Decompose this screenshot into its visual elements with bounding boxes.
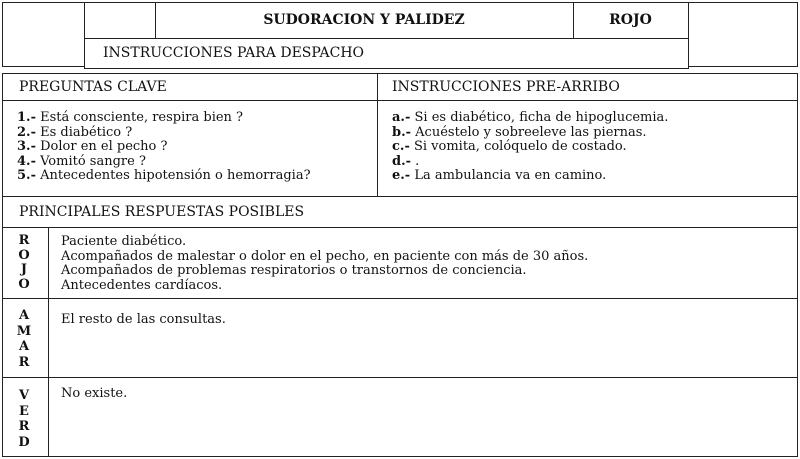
item-number: 5.- — [17, 168, 36, 183]
item-number: 2.- — [17, 124, 36, 140]
verd-vertical-label — [7, 388, 41, 450]
header-cell-small — [84, 2, 156, 39]
label-letter: M — [16, 323, 32, 339]
header-blank-right — [688, 2, 798, 67]
response-line: Antecedentes cardíacos. — [61, 277, 223, 293]
list-item — [392, 126, 668, 141]
response-line: No existe. — [61, 386, 128, 401]
item-text: Dolor en el pecho ? — [40, 139, 168, 154]
preguntas-heading-cell — [2, 73, 378, 101]
item-number: d.- — [392, 153, 412, 169]
item-text: Está consciente, respira bien ? — [40, 110, 244, 125]
list-item — [17, 126, 311, 141]
verd-content-cell — [48, 377, 798, 457]
respuestas-heading-cell — [2, 196, 798, 228]
verd-lines — [61, 387, 127, 402]
label-letter: E — [19, 403, 29, 419]
label-letter: R — [18, 419, 30, 434]
preguntas-list — [17, 111, 311, 184]
item-text: Antecedentes hipotensión o hemorragia? — [40, 168, 311, 183]
item-text: Si vomita, colóquelo de costado. — [413, 139, 627, 154]
list-item — [392, 111, 668, 126]
amar-label-cell — [2, 298, 49, 378]
label-letter: A — [18, 339, 30, 354]
list-item — [17, 111, 311, 126]
item-text: Si es diabético, ficha de hipoglucemia. — [414, 110, 669, 125]
prearribo-heading: INSTRUCCIONES PRE-ARRIBO — [392, 79, 620, 95]
item-text: La ambulancia va en camino. — [414, 168, 607, 183]
dispatch-subtitle: INSTRUCCIONES PARA DESPACHO — [103, 45, 365, 61]
color-code-label: ROJO — [609, 12, 652, 28]
rojo-content-cell — [48, 227, 798, 299]
label-letter: J — [20, 262, 28, 278]
item-text: Acuéstelo y sobreeleve las piernas. — [415, 124, 647, 140]
response-line: Acompañados de problemas respiratorios o transtornos de conciencia. — [61, 263, 527, 278]
item-number: c.- — [392, 139, 410, 154]
rojo-lines — [61, 235, 588, 293]
item-number: e.- — [392, 168, 411, 183]
amar-lines — [61, 313, 226, 328]
prearribo-heading-cell — [377, 73, 798, 101]
response-line: El resto de las consultas. — [61, 312, 226, 327]
respuestas-heading: PRINCIPALES RESPUESTAS POSIBLES — [19, 204, 305, 220]
list-item — [392, 155, 668, 170]
list-item — [17, 140, 311, 155]
list-item — [17, 155, 311, 170]
label-letter: O — [18, 276, 30, 292]
label-letter: R — [18, 233, 30, 248]
item-number: 4.- — [17, 153, 36, 169]
list-item — [17, 169, 311, 184]
rojo-label-cell — [2, 227, 49, 299]
list-item — [392, 169, 668, 184]
header-color-cell — [573, 2, 689, 39]
header-title-cell — [155, 2, 574, 39]
list-item — [392, 140, 668, 155]
label-letter: V — [18, 388, 30, 403]
header-blank-left — [2, 2, 85, 67]
label-letter: R — [18, 354, 30, 370]
item-text: Vomitó sangre ? — [40, 153, 146, 169]
item-text: Es diabético ? — [40, 124, 133, 140]
rojo-vertical-label — [7, 234, 41, 292]
preguntas-heading: PREGUNTAS CLAVE — [19, 79, 167, 95]
prearribo-list — [392, 111, 668, 184]
label-letter: A — [18, 308, 30, 323]
label-letter: D — [18, 434, 30, 450]
item-number: 1.- — [17, 110, 36, 125]
page-title: SUDORACION Y PALIDEZ — [263, 12, 465, 28]
item-number: 3.- — [17, 139, 36, 154]
amar-vertical-label — [7, 308, 41, 370]
header-subtitle-cell — [84, 38, 689, 69]
preguntas-list-cell — [2, 100, 378, 197]
amar-content-cell — [48, 298, 798, 378]
item-number: b.- — [392, 124, 412, 140]
item-text: . — [415, 153, 420, 169]
response-line: Paciente diabético. — [61, 234, 187, 249]
label-letter: O — [18, 247, 30, 263]
prearribo-list-cell — [377, 100, 798, 197]
response-line: Acompañados de malestar o dolor en el pecho, en paciente con más de 30 años. — [61, 248, 589, 264]
item-number: a.- — [392, 110, 411, 125]
verd-label-cell — [2, 377, 49, 457]
